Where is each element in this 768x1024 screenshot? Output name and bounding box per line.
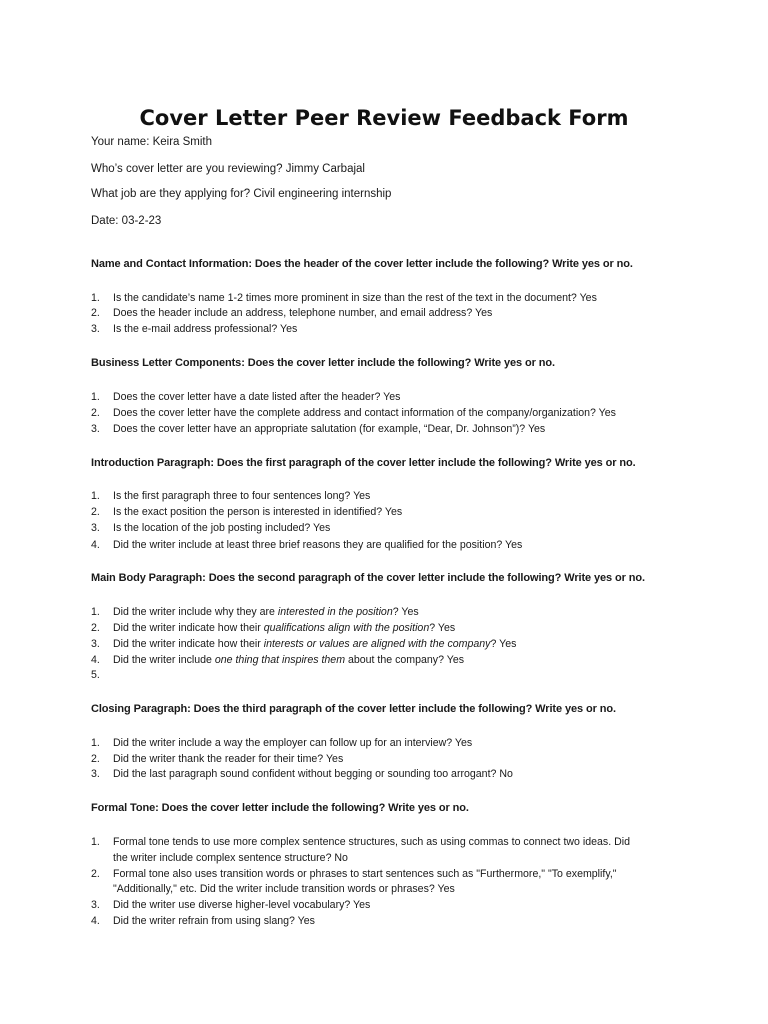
section-heading-business: Business Letter Components: Does the cover letter include the following? Write yes or no. bbox=[91, 357, 555, 369]
section-heading-formal-tone: Formal Tone: Does the cover letter include the following? Write yes or no. bbox=[91, 802, 469, 814]
list-item-continuation: the writer include complex sentence structure? No bbox=[113, 852, 348, 864]
section-heading-introduction: Introduction Paragraph: Does the first paragraph of the cover letter include the following? Write yes or no. bbox=[91, 457, 636, 469]
reviewer-name: Your name: Keira Smith bbox=[91, 136, 213, 148]
document-page: Cover Letter Peer Review Feedback Form Your name: Keira Smith Who’s cover letter are you reviewing? Jimmy Carbajal What job are they applying for? Civil engineering internship Date: 03-2-23 Name and Contact Information: Does the header of the cover letter include the following? Write yes or no. 1. Is the candidate’s name 1-2 times more prominent in size than the rest of the text in the document? Yes 2. Does the header include an address, telephone number, and email address? Yes 3. Is the e-mail address professional? Yes Business Letter Components: Does the cover letter include the following? Write yes or no. 1. Does the cover letter have a date listed after the header? Yes 2. Does the cover letter have the complete address and contact information of the company/organization? Yes 3. Does the cover letter have an appropriate salutation (for example, “Dear, Dr. Johnson”)? Yes Introduction Paragraph: Does the first paragraph of the cover letter include the following? Write yes or no. 1. Is the first paragraph three to four sentences long? Yes 2. Is the exact position the person is interested in identified? Yes 3. Is the location of the job posting included? Yes 4. Did the writer include at least three brief reasons they are qualified for the position? Yes Main Body Paragraph: Does the second paragraph of the cover letter include the following? Write yes or no. 1. Did the writer include why they are interested in the position? Yes 2. Did the writer indicate how their qualifications align with the position? Yes 3. Did the writer indicate how their interests or values are aligned with the company? Yes 4. Did the writer include one thing that inspires them about the company? Yes 5. Closing Paragraph: Does the third paragraph of the cover letter include the following? Write yes or no. 1. Did the writer include a way the employer can follow up for an interview? Yes 2. Did the writer thank the reader for their time? Yes 3. Did the last paragraph sound confident without begging or sounding too arrogant? No Formal Tone: Does the cover letter include the following? Write yes or no. 1. Formal tone tends to use more complex sentence structures, such as using commas to connect two ideas. Did the writer include complex sentence structure? No 2. Formal tone also uses transition words or phrases to start sentences such as "Furthermore," "To exemplify," "Additionally," etc. Did the writer include transition words or phrases? Yes 3. Did the writer use diverse higher-level vocabulary? Yes 4. Did the writer refrain from using slang? Yes bbox=[0, 0, 768, 1024]
list-item-continuation: "Additionally," etc. Did the writer include transition words or phrases? Yes bbox=[113, 883, 455, 895]
section-heading-closing: Closing Paragraph: Does the third paragraph of the cover letter include the following? Write yes or no. bbox=[91, 703, 616, 715]
date-line: Date: 03-2-23 bbox=[91, 215, 162, 227]
reviewee-line: Who’s cover letter are you reviewing? Jimmy Carbajal bbox=[91, 163, 365, 175]
job-line: What job are they applying for? Civil engineering internship bbox=[91, 188, 392, 200]
section-heading-main-body: Main Body Paragraph: Does the second paragraph of the cover letter include the following? Write yes or no. bbox=[91, 572, 645, 584]
section-heading-contact: Name and Contact Information: Does the header of the cover letter include the following? Write yes or no. bbox=[91, 258, 633, 270]
page-title: Cover Letter Peer Review Feedback Form bbox=[139, 106, 629, 130]
